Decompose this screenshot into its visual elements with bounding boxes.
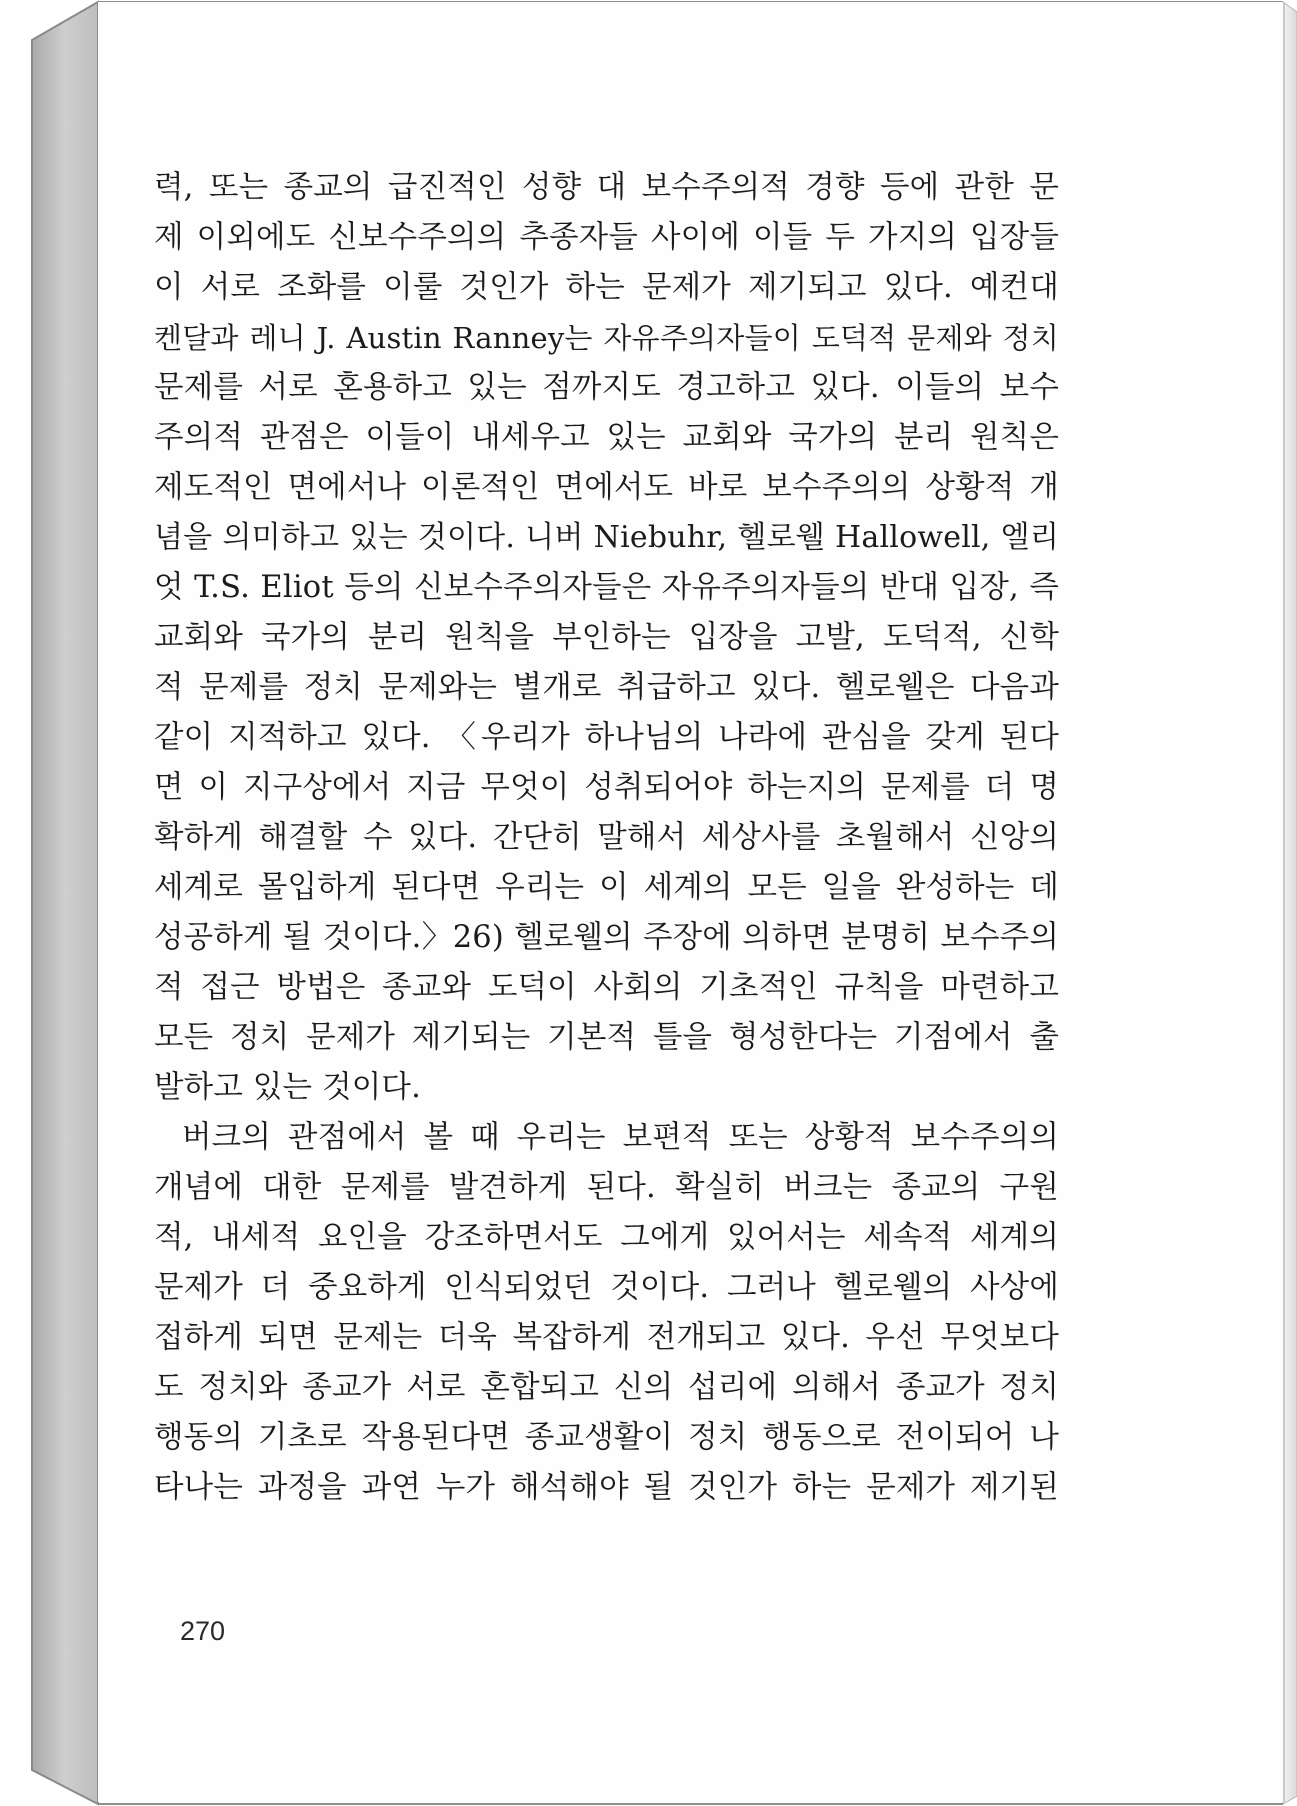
text-line: 엇 T.S. Eliot 등의 신보수주의자들은 자유주의자들의 반대 입장, 즉 <box>154 570 1059 605</box>
paragraph-1 <box>154 163 1059 1113</box>
text-line: 접하게 되면 문제는 더욱 복잡하게 전개되고 있다. 우선 무엇보다 <box>154 1320 1059 1355</box>
text-line: 력, 또는 종교의 급진적인 성향 대 보수주의적 경향 등에 관한 문 <box>154 170 1059 205</box>
text-line: 모든 정치 문제가 제기되는 기본적 틀을 형성한다는 기점에서 출 <box>154 1020 1059 1055</box>
text-line: 적, 내세적 요인을 강조하면서도 그에게 있어서는 세속적 세계의 <box>154 1220 1059 1255</box>
text-line: 념을 의미하고 있는 것이다. 니버 Niebuhr, 헬로웰 Hallowell, 엘리 <box>154 520 1059 555</box>
text-line: 면 이 지구상에서 지금 무엇이 성취되어야 하는지의 문제를 더 명 <box>154 770 1059 805</box>
text-line: 도 정치와 종교가 서로 혼합되고 신의 섭리에 의해서 종교가 정치 <box>154 1370 1059 1405</box>
text-line: 행동의 기초로 작용된다면 종교생활이 정치 행동으로 전이되어 나 <box>154 1420 1059 1455</box>
text-line: 적 접근 방법은 종교와 도덕이 사회의 기초적인 규칙을 마련하고 <box>154 970 1059 1005</box>
paragraph-2 <box>154 1113 1059 1513</box>
text-line: 버크의 관점에서 볼 때 우리는 보편적 또는 상황적 보수주의의 <box>182 1120 1059 1155</box>
text-line: 발하고 있는 것이다. <box>154 1070 421 1105</box>
text-line: 이 서로 조화를 이룰 것인가 하는 문제가 제기되고 있다. 예컨대 <box>154 270 1059 305</box>
text-line: 문제를 서로 혼용하고 있는 점까지도 경고하고 있다. 이들의 보수 <box>154 370 1059 405</box>
text-line: 타나는 과정을 과연 누가 해석해야 될 것인가 하는 문제가 제기된 <box>154 1470 1059 1505</box>
page-body-text <box>154 163 1059 1513</box>
text-line: 제도적인 면에서나 이론적인 면에서도 바로 보수주의의 상황적 개 <box>154 470 1059 505</box>
text-line: 교회와 국가의 분리 원칙을 부인하는 입장을 고발, 도덕적, 신학 <box>154 620 1059 655</box>
text-line: 문제가 더 중요하게 인식되었던 것이다. 그러나 헬로웰의 사상에 <box>154 1270 1059 1305</box>
text-line: 세계로 몰입하게 된다면 우리는 이 세계의 모든 일을 완성하는 데 <box>154 870 1059 905</box>
text-line: 주의적 관점은 이들이 내세우고 있는 교회와 국가의 분리 원칙은 <box>154 420 1059 455</box>
text-line: 성공하게 될 것이다.〉26) 헬로웰의 주장에 의하면 분명히 보수주의 <box>154 920 1059 955</box>
text-line: 같이 지적하고 있다. 〈우리가 하나님의 나라에 관심을 갖게 된다 <box>154 720 1059 755</box>
text-line: 개념에 대한 문제를 발견하게 된다. 확실히 버크는 종교의 구원 <box>154 1170 1059 1205</box>
text-line: 적 문제를 정치 문제와는 별개로 취급하고 있다. 헬로웰은 다음과 <box>154 670 1059 705</box>
text-line: 제 이외에도 신보수주의의 추종자들 사이에 이들 두 가지의 입장들 <box>154 220 1059 255</box>
text-line: 켄달과 레니 J. Austin Ranney는 자유주의자들이 도덕적 문제와 정치 <box>154 321 1059 355</box>
text-line: 확하게 해결할 수 있다. 간단히 말해서 세상사를 초월해서 신앙의 <box>154 820 1059 855</box>
page-number: 270 <box>180 1616 226 1646</box>
